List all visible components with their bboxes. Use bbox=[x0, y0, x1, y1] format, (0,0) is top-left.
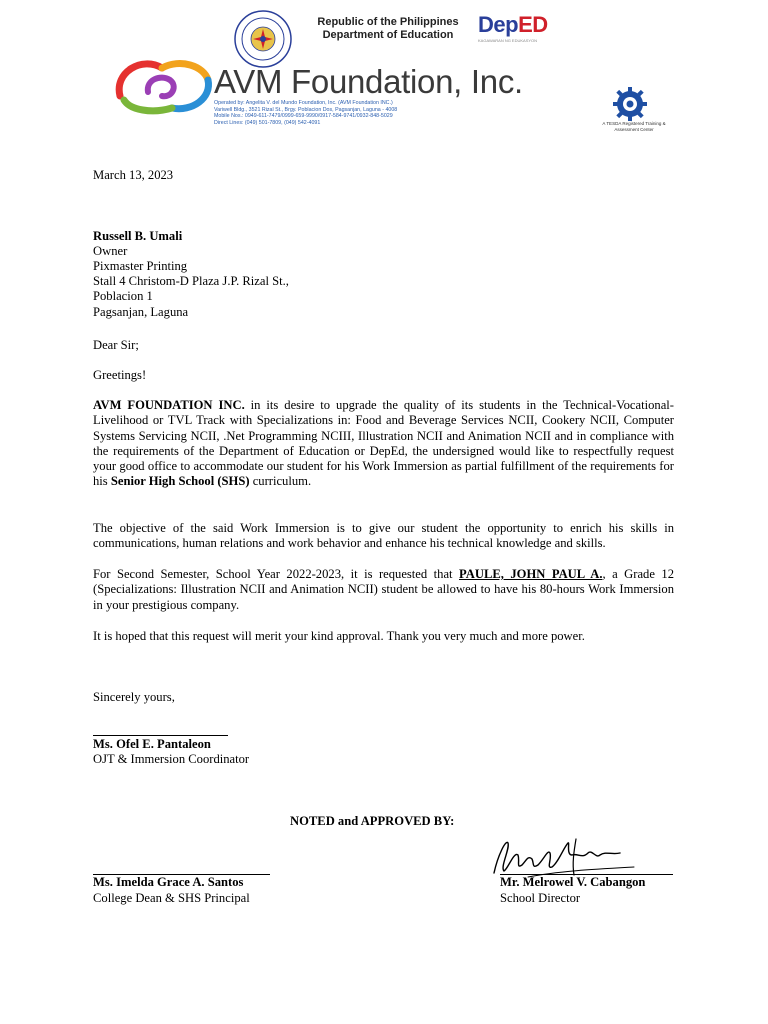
recipient-title: Owner bbox=[93, 244, 128, 258]
recipient-name: Russell B. Umali bbox=[93, 229, 183, 243]
recipient-address-3: Pagsanjan, Laguna bbox=[93, 305, 189, 319]
dean-title: College Dean & SHS Principal bbox=[93, 891, 250, 905]
avm-swirl-logo bbox=[112, 52, 216, 120]
contact-block bbox=[214, 100, 514, 126]
director-name: Mr. Melrowel V. Cabangon bbox=[500, 875, 646, 889]
deped-tagline: KAGAWARAN NG EDUKASYON bbox=[478, 38, 538, 43]
recipient-company: Pixmaster Printing bbox=[93, 259, 188, 273]
coordinator-name: Ms. Ofel E. Pantaleon bbox=[93, 737, 211, 751]
closing-phrase: Sincerely yours, bbox=[93, 690, 175, 704]
contact-line: Direct Lines: (049) 501-7809, (049) 542-4091 bbox=[214, 119, 321, 126]
student-name: PAULE, JOHN PAUL A. bbox=[459, 567, 603, 581]
tesda-gear-logo bbox=[612, 86, 648, 122]
paragraph-objective: The objective of the said Work Immersion is to give our student the opportunity to enrich his skills in communications, human relations and work behavior and enhance his technical knowledge and skills. bbox=[93, 521, 674, 551]
recipient-address-2: Poblacion 1 bbox=[93, 289, 153, 303]
deped-logo bbox=[478, 12, 562, 48]
paragraph-student-rest: , a Grade 12 (Specializations: Illustration NCII and Animation NCII) student be allowed to have his 80-hours Work Immersion in your prestigious company. bbox=[93, 567, 674, 612]
org-name-bold: AVM FOUNDATION INC. bbox=[93, 398, 245, 412]
deped-logo-text: DepED bbox=[478, 12, 548, 37]
recipient-address-1: Stall 4 Christom-D Plaza J.P. Rizal St., bbox=[93, 274, 289, 288]
paragraph-student bbox=[93, 567, 674, 613]
contact-line: Operated by: Angelita V. del Mundo Foundation, Inc. (AVM Foundation INC.) bbox=[214, 100, 393, 106]
director-title: School Director bbox=[500, 891, 581, 905]
contact-line: Variwell Bldg., 3521 Rizal St., Brgy. Poblacion Dos, Pagsanjan, Laguna - 4008 bbox=[214, 106, 398, 113]
republic-heading bbox=[300, 16, 476, 42]
contact-line: Mobile Nos.: 0949-611-7479/0999-659-9990/0917-584-9741/0932-848-5029 bbox=[214, 113, 393, 120]
greeting: Greetings! bbox=[93, 368, 147, 382]
republic-line: Republic of the Philippines bbox=[317, 16, 459, 28]
paragraph-request-text: in its desire to upgrade the quality of its students in the Technical-Vocational-Livelihood or TVL Track with Specializations in: Food and Beverage Services NCII, Cookery NCII, Computer Systems Servicing NCII, .Net Programming NCIII, Illustration NCII and Animation NCII and in compliance with the requirements of the Department of Education or DepEd, the undersigned would like to respectfully request your good office to accommodate our student for his Work Immersion as partial fulfillment of the requirements for his bbox=[93, 398, 674, 489]
department-line: Department of Education bbox=[322, 29, 454, 41]
noted-approved-label: NOTED and APPROVED BY: bbox=[290, 814, 455, 828]
paragraph-student-intro: For Second Semester, School Year 2022-2023, it is requested that bbox=[93, 567, 460, 581]
signature-line-coordinator bbox=[93, 735, 228, 736]
coordinator-title: OJT & Immersion Coordinator bbox=[93, 752, 250, 766]
letter-date: March 13, 2023 bbox=[93, 168, 174, 182]
dean-name: Ms. Imelda Grace A. Santos bbox=[93, 875, 244, 889]
tesda-caption: A TESDA Registered Training & Assessment Center bbox=[602, 121, 666, 132]
shs-bold: Senior High School (SHS) bbox=[110, 474, 250, 489]
paragraph-request bbox=[93, 398, 674, 490]
paragraph-request-end: curriculum. bbox=[249, 474, 312, 489]
paragraph-closing: It is hoped that this request will merit your kind approval. Thank you very much and more power. bbox=[93, 629, 585, 643]
salutation: Dear Sir; bbox=[93, 338, 139, 352]
organization-title: AVM Foundation, Inc. bbox=[214, 63, 523, 100]
deped-seal-logo bbox=[234, 10, 292, 68]
